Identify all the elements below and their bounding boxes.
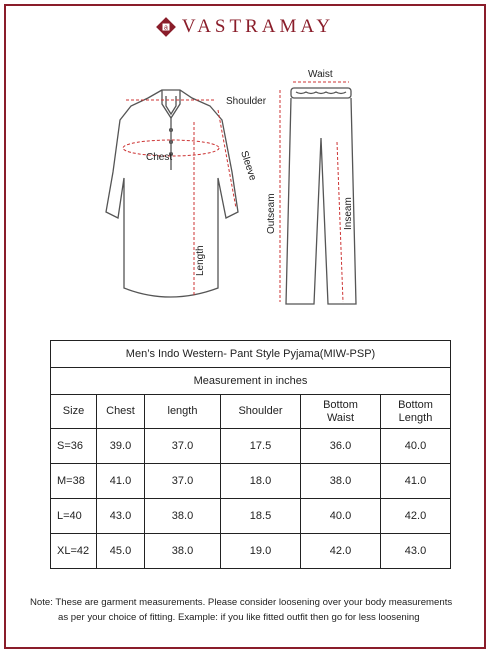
- cell-size: XL=42: [51, 534, 97, 569]
- cell-shoulder: 19.0: [221, 534, 301, 569]
- table-row: [51, 429, 451, 464]
- note-line-1: Note: These are garment measurements. Please consider loosening over your body measurements: [30, 597, 453, 608]
- header-shoulder: Shoulder: [221, 395, 301, 429]
- table-subtitle-row: [51, 368, 451, 395]
- cell-length: 38.0: [145, 499, 221, 534]
- table-row: [51, 534, 451, 569]
- table-title-row: [51, 341, 451, 368]
- cell-size: M=38: [51, 464, 97, 499]
- cell-size: S=36: [51, 429, 97, 464]
- header-bottom-length: [381, 395, 451, 429]
- header-bottom-waist: [301, 395, 381, 429]
- cell-bottom-waist: 38.0: [301, 464, 381, 499]
- note-line-2: as per your choice of fitting. Example: if you like fitted outfit then go for less loosening: [58, 612, 420, 624]
- cell-chest: 43.0: [97, 499, 145, 534]
- brand-name: VASTRAMAY: [181, 16, 335, 37]
- cell-size: L=40: [51, 499, 97, 534]
- header-length: length: [145, 395, 221, 429]
- length-label: Length: [195, 245, 206, 276]
- sleeve-label: Sleeve: [238, 149, 259, 183]
- chest-label: Chest: [146, 152, 173, 163]
- shoulder-label: Shoulder: [226, 96, 267, 107]
- cell-shoulder: 17.5: [221, 429, 301, 464]
- pyjama-drawing: [286, 88, 356, 304]
- garment-illustration: [0, 60, 490, 320]
- cell-bottom-waist: 42.0: [301, 534, 381, 569]
- fitting-note: [30, 595, 470, 626]
- inseam-label: Inseam: [343, 197, 354, 230]
- cell-chest: 45.0: [97, 534, 145, 569]
- header-bottom-waist-line2: Waist: [326, 411, 355, 424]
- cell-bottom-length: 41.0: [381, 464, 451, 499]
- cell-bottom-waist: 36.0: [301, 429, 381, 464]
- cell-length: 38.0: [145, 534, 221, 569]
- table-subtitle: Measurement in inches: [51, 368, 451, 395]
- header-chest: Chest: [97, 395, 145, 429]
- waist-label: Waist: [308, 69, 333, 80]
- cell-bottom-length: 40.0: [381, 429, 451, 464]
- cell-bottom-length: 42.0: [381, 499, 451, 534]
- table-row: [51, 464, 451, 499]
- brand-header: [0, 16, 490, 38]
- cell-shoulder: 18.0: [221, 464, 301, 499]
- cell-bottom-waist: 40.0: [301, 499, 381, 534]
- outseam-label: Outseam: [266, 193, 277, 234]
- cell-length: 37.0: [145, 429, 221, 464]
- header-size: Size: [51, 395, 97, 429]
- cell-shoulder: 18.5: [221, 499, 301, 534]
- svg-text:a: a: [163, 24, 168, 32]
- cell-chest: 41.0: [97, 464, 145, 499]
- brand-monogram-icon: [156, 17, 176, 37]
- header-bottom-length-line2: Length: [398, 411, 433, 424]
- cell-bottom-length: 43.0: [381, 534, 451, 569]
- cell-chest: 39.0: [97, 429, 145, 464]
- header-bottom-length-line1: Bottom: [398, 398, 433, 411]
- header-bottom-waist-line1: Bottom: [323, 398, 358, 411]
- size-chart-table: [50, 340, 451, 569]
- cell-length: 37.0: [145, 464, 221, 499]
- table-title: Men’s Indo Western- Pant Style Pyjama(MIW-PSP): [51, 341, 451, 368]
- table-row: [51, 499, 451, 534]
- kurta-drawing: [106, 90, 238, 297]
- table-header-row: [51, 395, 451, 429]
